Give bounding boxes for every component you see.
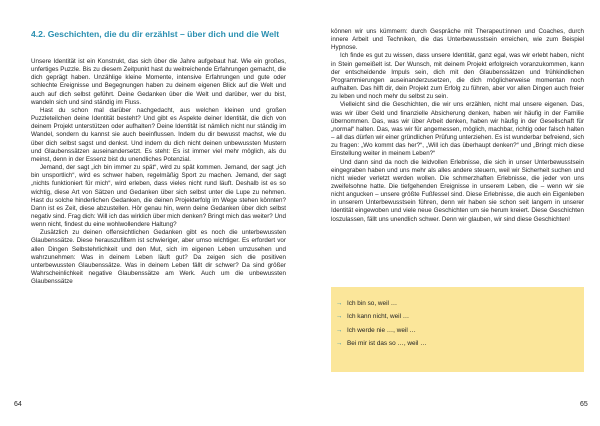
arrow-right-icon: → (336, 339, 343, 347)
list-item-text: Ich werde nie …, weil … (347, 326, 416, 334)
page-number: 65 (580, 401, 588, 408)
paragraph: Vielleicht sind die Geschichten, die wir uns erzählen, nicht mal unsere eigenen. Das, was wir über Geld und finanzielle Absicherung denken, haben wir häufig in der Familie übernommen. Das, was wir über Arbeit denken, haben wir häufig in der Gesellschaft für „normal“ halten. Das, was wir für angemessen, möglich, machbar, richtig oder falsch halten – all das dürfen wir einer gründlichen Prüfung unterziehen. Es ist wunderbar befreiend, sich zu fragen: „Wo kommt das her?“, „Will ich das überhaupt denken?“ und „Bringt mich diese Einstellung weiter in meinem Leben?“ (331, 101, 584, 158)
section-heading: 4.2. Geschichten, die du dir erzählst – über dich und die Welt (31, 29, 280, 39)
list-item (336, 297, 584, 310)
paragraph: Unsere Identität ist ein Konstrukt, das sich über die Jahre aufgebaut hat. Wie ein großes, unfertiges Puzzle. Bis zu diesem Zeitpunkt hast du weitreichende Erfahrungen gemacht, die dich geprägt haben. Unzählige kleine Momente, intensive Erfahrungen und gute oder schlechte Ereignisse und Begegnungen haben zu deinem eigenen Blick auf die Welt und auch auf dich selbst geführt. Deine Gedanken über die Welt und darüber, wer du bist, wandeln sich und sind ständig im Fluss. (31, 58, 286, 106)
page-number: 64 (14, 401, 22, 408)
arrow-right-icon: → (336, 313, 343, 321)
belief-list (331, 287, 584, 350)
right-text-column (331, 28, 584, 224)
list-item-text: Ich kann nicht, weil … (347, 313, 410, 321)
paragraph: Jemand, der sagt „ich bin immer zu spät“, wird zu spät kommen. Jemand, der sagt „ich bin unsportlich“, wird es schwer haben, regelmäßig Sport zu machen. Jemand, der sagt „nichts funktioniert für mich“, wird erleben, dass vieles nicht rund läuft. Deshalb ist es so wichtig, diese Art von Sätzen und Gedanken über sich selbst unter die Lupe zu nehmen. Hast du solche hinderlichen Gedanken, die deinen Projekterfolg im Wege stehen könnten? Dann ist es Zeit, diese abzustellen. Hör genau hin, wenn deine Gedanken über dich selbst negativ sind. Frag dich: Will ich das wirklich über mich denken? Bringt mich das weiter? Und wenn nicht, findest du eine wohlwollendere Haltung? (31, 164, 286, 229)
list-item-text: Ich bin so, weil … (347, 300, 398, 307)
paragraph: Zusätzlich zu deinen offensichtlichen Gedanken gibt es noch die unterbewussten Glaubenssätze. Diese herauszufiltern ist schwieriger, aber umso wichtiger. Es erfordert vor allen Dingen Selbstehrlichkeit und den Mut, sich im eigenen Leben umzusehen und wahrzunehmen: Was in deinem Leben läuft gut? Da zeigen sich die positiven unterbewussten Glaubenssätze. Was in deinem Leben fällt dir schwer? Da sind größer Wahrscheinlichkeit negative Glaubenssätze am Werk. Auch um die unbewussten Glaubenssätze (31, 229, 286, 286)
paragraph: Ich finde es gut zu wissen, dass unsere Identität, ganz egal, was wir erlebt haben, nicht in Stein gemeißelt ist. Der Wunsch, mit deinem Projekt erfolgreich voranzukommen, kann der entscheidende Impuls sein, dich mit den Glaubenssätzen und frühkindlichen Programmierungen auseinanderzusetzen, die dich möglicherweise momentan noch aufhalten. Das hilft dir, dein Projekt zum Erfolg zu führen, aber vor allen Dingen auch freier zu leben und noch mehr du selbst zu sein. (331, 52, 584, 101)
list-item (336, 310, 584, 323)
belief-statements-box (331, 287, 584, 372)
list-item-text: Bei mir ist das so …, weil … (347, 339, 427, 347)
paragraph: Hast du schon mal darüber nachgedacht, aus welchen kleinen und großen Puzzleteilchen deine Identität besteht? Und gibt es Aspekte deiner Identität, die dich von deinem Projekt unterstützen oder aufhalten? Deine Identität ist nämlich nicht nur ständig im Wandel, sondern du kannst sie auch beeinflussen. Indem du dir bewusst machst, wie du über dich selbst sagst und denkst. Und indem du dich nicht deinen unbewussten Mustern und Glaubenssätzen auseinandersetzt. Es steht: Es ist immer viel mehr möglich, als du meinst, denn in der Essenz bist du unendliches Potenzial. (31, 106, 286, 163)
list-item (336, 324, 584, 337)
list-item (336, 337, 584, 350)
paragraph: können wir uns kümmern: durch Gespräche mit Therapeut:innen und Coaches, durch innere Arbeit und Techniken, die das Unterbewusstsein erreichen, wie zum Beispiel Hypnose. (331, 28, 584, 52)
paragraph: Und dann sind da noch die leidvollen Erlebnisse, die sich in unser Unterbewusstsein eingegraben haben und uns mehr als alles andere steuern, weil wir Sicherheit suchen und nicht wieder verletzt werden wollen. Die schmerzhaften Erlebnisse, die jeder von uns zweifelsohne hatte. Die tiefgehenden Ereignisse in unserem Leben, die – wenn wir sie nicht angucken – unsere größte Fußfessel sind. Diese Erlebnisse, die auch ein Eigenleben in unserem Unterbewusstsein führen, denn wir haben sie schon seit langem in unserer Identität eingewoben und viele neue Geschichten um sie herum kreiert. Diese Geschichten loszulassen, fällt uns unendlich schwer. Denn wir glauben, wir sind diese Geschichten! (331, 158, 584, 223)
left-text-column (31, 58, 286, 286)
right-page (300, 0, 600, 426)
arrow-right-icon: → (336, 326, 343, 334)
arrow-right-icon: → (336, 300, 343, 307)
